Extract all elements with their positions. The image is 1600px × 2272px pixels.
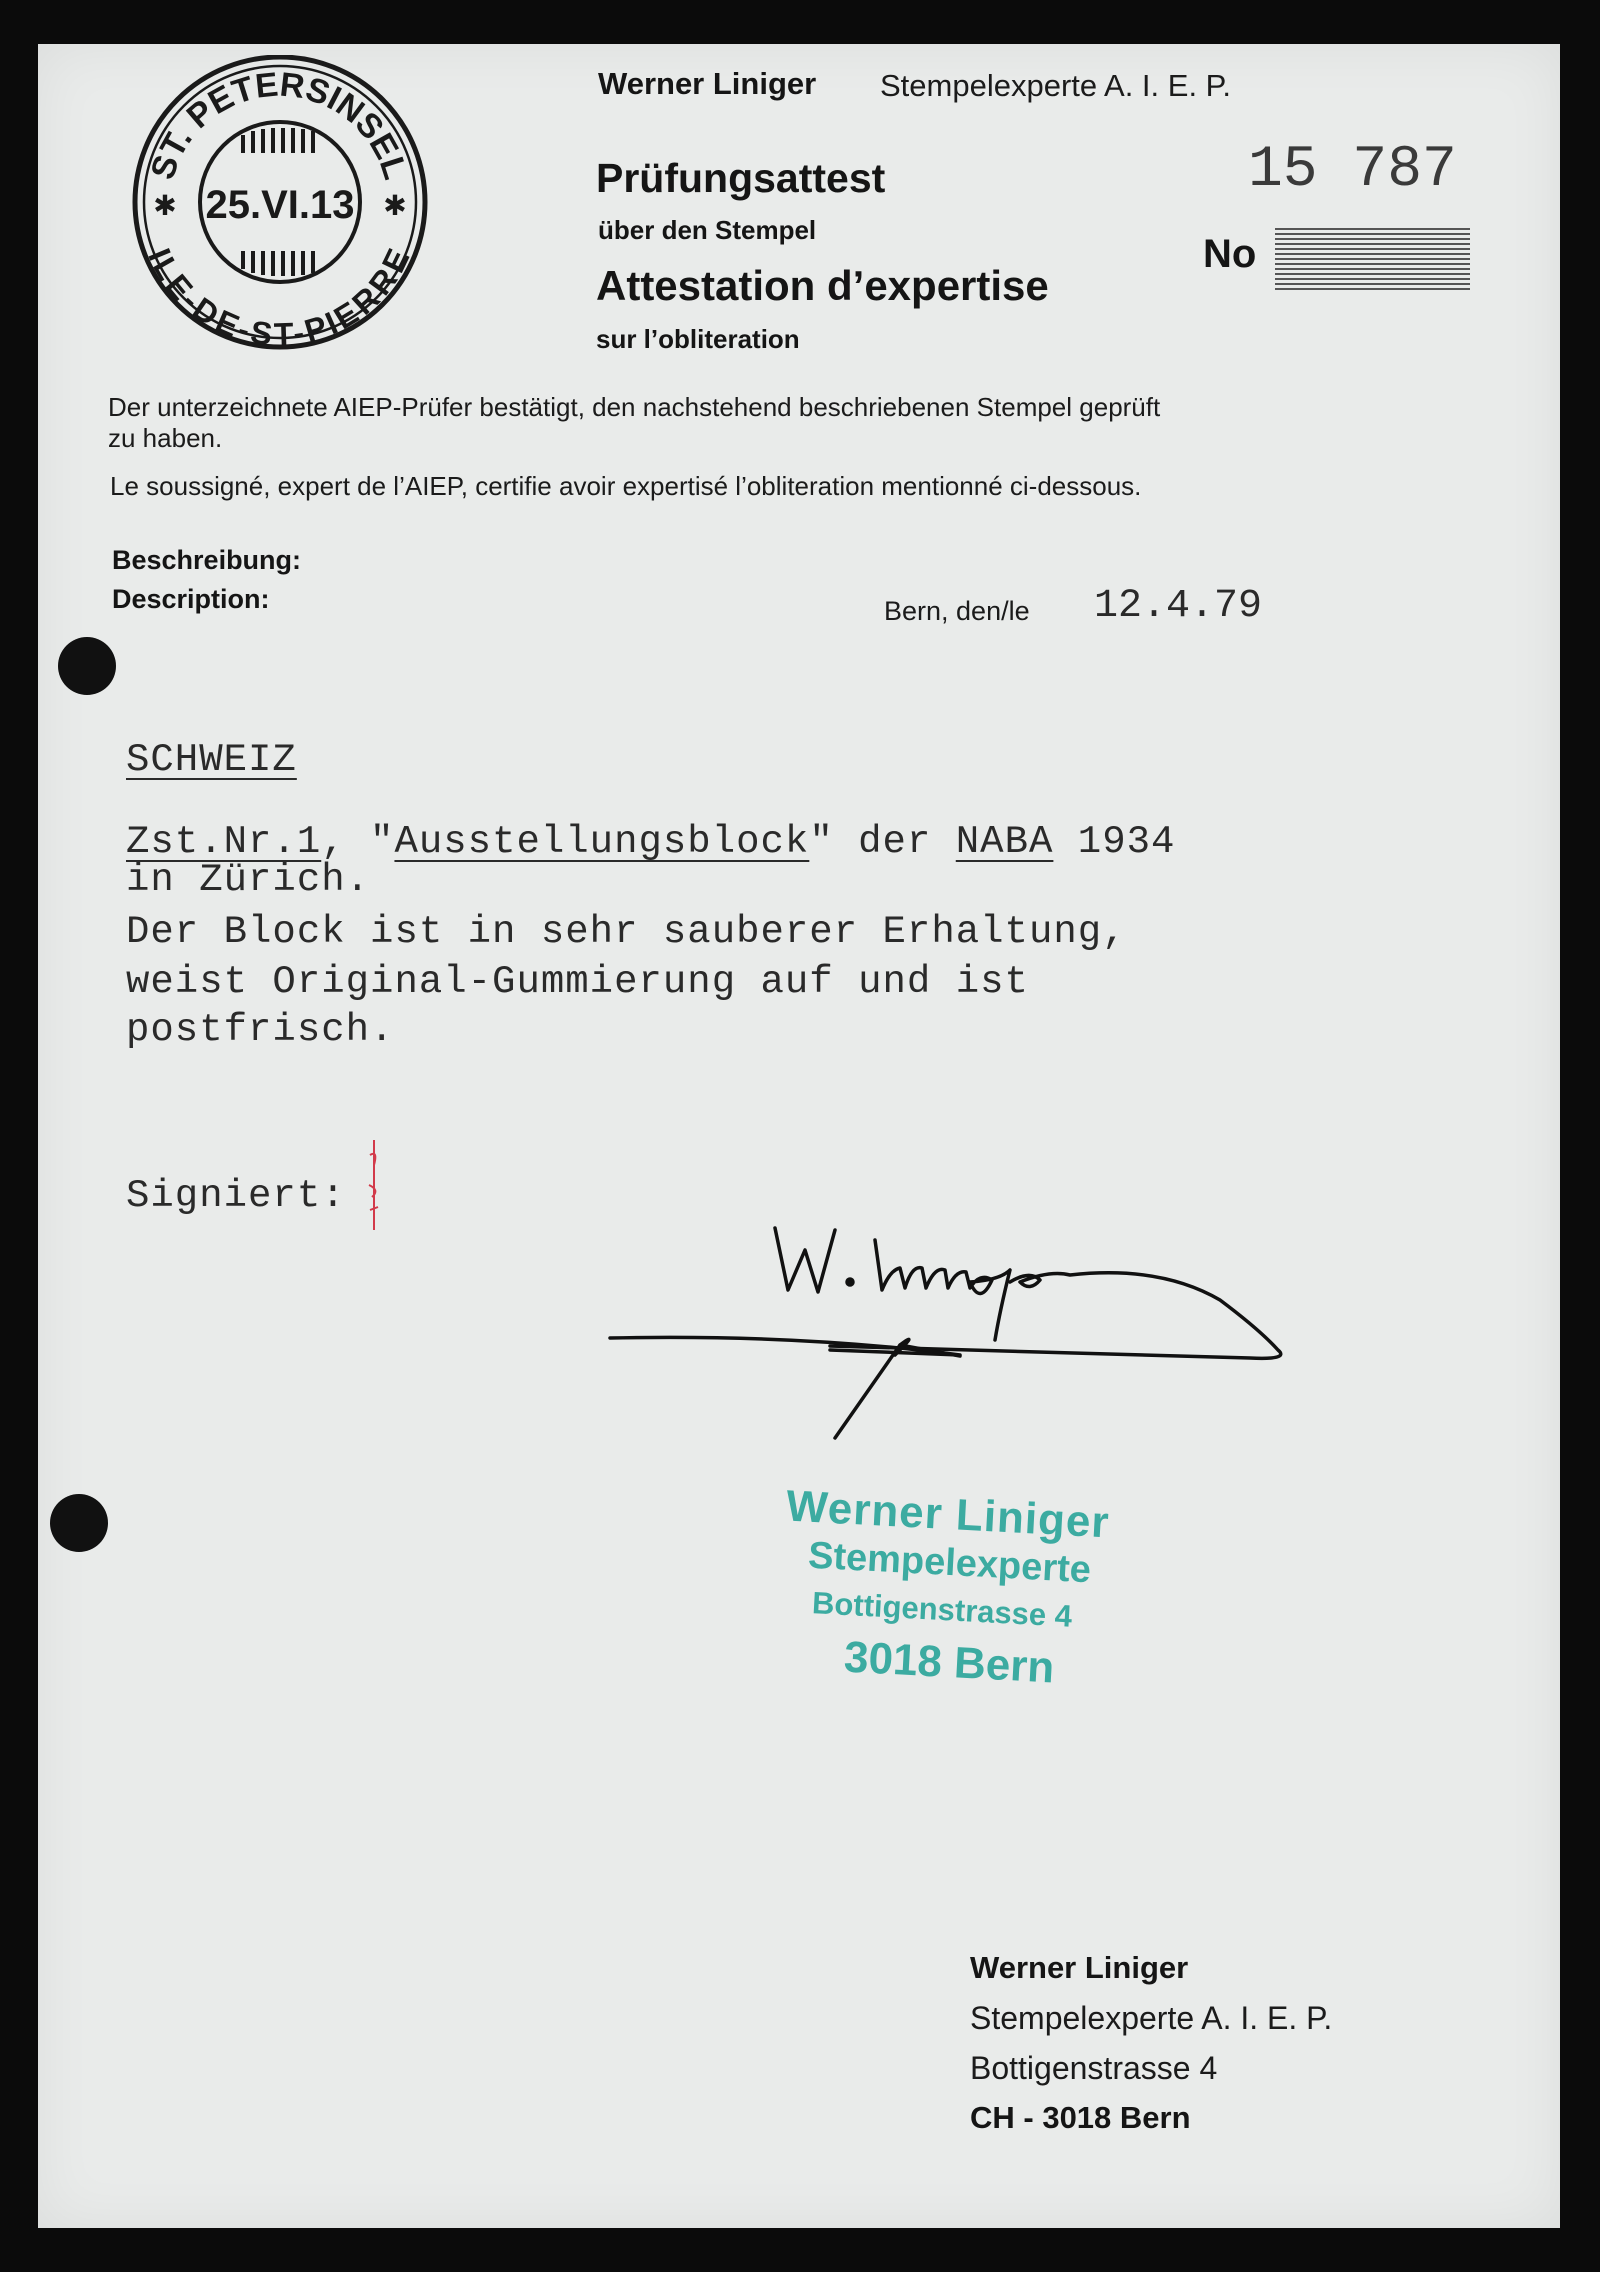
stamp-role: Stempelexperte	[807, 1534, 1092, 1592]
description-label-fr: Description:	[112, 584, 270, 614]
stamp-name: Werner Liniger	[784, 1481, 1111, 1548]
punch-hole-top	[58, 637, 116, 695]
number-field-hatch	[1275, 228, 1470, 290]
body-line-3: Der Block ist in sehr sauberer Erhaltung,	[126, 910, 1127, 954]
body-line-1-der: " der	[809, 820, 956, 864]
postmark-star-left-icon: ✱	[153, 190, 177, 221]
description-label-de: Beschreibung:	[112, 545, 302, 575]
footer-city: CH - 3018 Bern	[970, 2100, 1191, 2135]
postmark-stamp	[125, 55, 435, 350]
handwritten-signature	[600, 1210, 1290, 1450]
signed-label: Signiert:	[126, 1174, 346, 1218]
title-de: Prüfungsattest	[596, 155, 886, 201]
postmark-star-right-icon: ✱	[383, 190, 407, 221]
issue-date: 12.4.79	[1094, 584, 1263, 629]
catalog-number: Zst.Nr.1	[126, 820, 322, 864]
postmark-bars-bottom-icon	[243, 251, 313, 276]
intro-de-line1: Der unterzeichnete AIEP-Prüfer bestätigt, den nachstehend beschriebenen Stempel geprüft	[108, 392, 1161, 422]
place-label: Bern, den/le	[884, 596, 1030, 626]
subtitle-de: über den Stempel	[598, 215, 817, 245]
postmark-bottom-text: ILE-DE-ST-PIERRE	[141, 243, 417, 350]
footer-street: Bottigenstrasse 4	[970, 2050, 1218, 2086]
certificate-page	[38, 44, 1560, 2228]
intro-fr: Le soussigné, expert de l’AIEP, certifie avoir expertisé l’obliteration mentionné ci-dessous.	[110, 471, 1142, 501]
red-signature-mark-icon	[360, 1135, 390, 1235]
body-line-1-sep: , "	[321, 820, 395, 864]
block-name: Ausstellungsblock	[394, 820, 810, 864]
punch-hole-bottom	[50, 1494, 108, 1552]
postmark-date: 25.VI.13	[205, 183, 355, 227]
header-name: Werner Liniger	[598, 66, 817, 101]
header-role: Stempelexperte A. I. E. P.	[880, 68, 1231, 103]
footer-name: Werner Liniger	[970, 1950, 1189, 1985]
body-line-4: weist Original-Gummierung auf und ist	[126, 960, 1029, 1004]
postmark-top-text: ST. PETERSINSEL	[143, 65, 415, 184]
postmark-bars-top-icon	[243, 128, 313, 153]
body-line-2: in Zürich.	[126, 858, 371, 902]
stamp-street: Bottigenstrasse 4	[811, 1585, 1073, 1634]
certificate-number: 15 787	[1248, 138, 1457, 203]
country-heading: SCHWEIZ	[126, 738, 297, 782]
stamp-city: 3018 Bern	[842, 1632, 1056, 1693]
subtitle-fr: sur l’obliteration	[596, 324, 800, 354]
body-line-1-year: 1934	[1053, 820, 1176, 864]
number-label: No	[1203, 232, 1257, 276]
exhibition-name: NABA	[955, 820, 1054, 864]
intro-de-line2: zu haben.	[108, 423, 223, 453]
body-line-5: postfrisch.	[126, 1008, 395, 1052]
title-fr: Attestation d’expertise	[596, 262, 1049, 309]
footer-role: Stempelexperte A. I. E. P.	[970, 2000, 1333, 2036]
